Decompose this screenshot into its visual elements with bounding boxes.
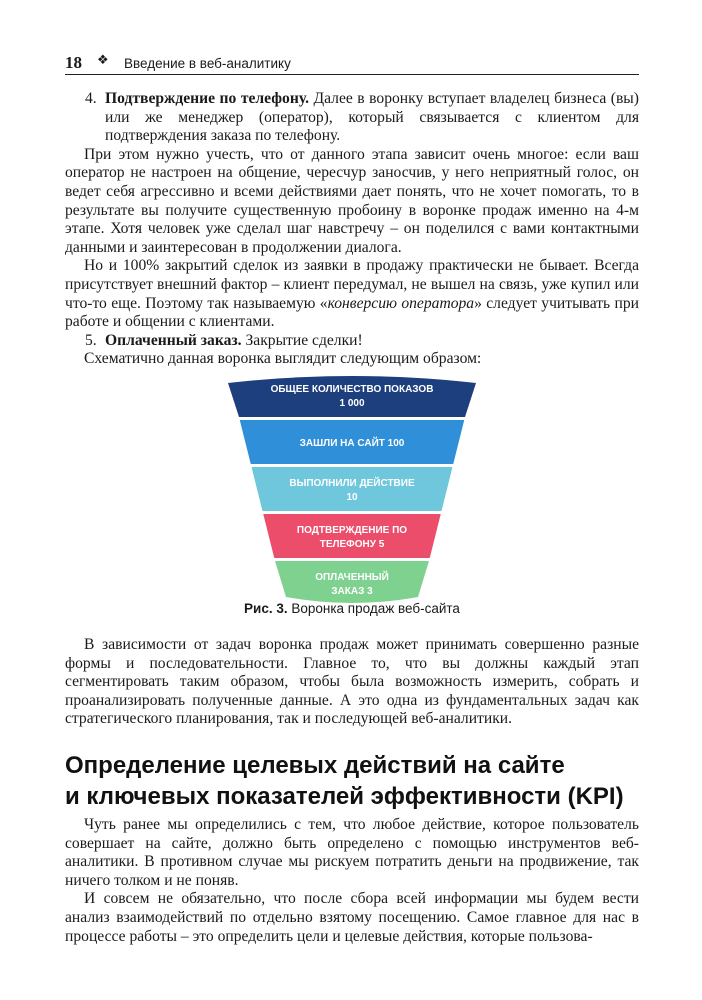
list-item-term: Оплаченный заказ.: [105, 331, 242, 349]
page-number: 18: [65, 53, 82, 72]
caption-label: Рис. 3.: [244, 601, 288, 616]
running-header: [65, 50, 639, 75]
text-block-middle: [65, 636, 639, 729]
heading-line-1: Определение целевых действий на сайте: [65, 752, 565, 779]
funnel-stage-2-label: ЗАШЛИ НА САЙТ 100: [299, 438, 405, 449]
paragraph-operator: При этом нужно учесть, что от данного этапа зависит очень многое: если ваш оператор не настроен на общение, чересчур заносчив, у него неприятный голос, он ведет себя агрессивно и всеми действиями дает понять, что не хочет помогать, то в результате вы получите существенную пробоину в воронке продаж именно на 4-м этапе. Хотя человек уже сделал шаг навстречу – он поделился с вами контактными данными и заинтересован в продолжении диалога.: [65, 145, 639, 256]
paragraph-goals: И совсем не обязательно, что после сбора всей информации мы будем вести анализ взаимодействий по отдельно взятому посещению. Самое главное для нас в процессе работы – это определить цели и целевые действия, которые пользова-: [65, 890, 639, 945]
running-title: Введение в веб-аналитику: [124, 56, 291, 71]
italic-term: конверсию оператора: [327, 294, 475, 312]
text-block-bottom: [65, 816, 639, 946]
funnel-stage-1-label: 1 000: [339, 398, 365, 409]
funnel-stage-1-label: ОБЩЕЕ КОЛИЧЕСТВО ПОКАЗОВ: [270, 384, 434, 395]
funnel-stage-4: [263, 514, 441, 558]
caption-text: Воронка продаж веб-сайта: [287, 601, 460, 616]
header-ornament-icon: ❖: [97, 53, 109, 68]
paragraph-segmentation: В зависимости от задач воронка продаж может принимать совершенно разные формы и последовательности. Главное то, что вы должны каждый этап сегментировать таким образом, чтобы была возможность измерить, собрать и проанализировать полученные данные. А это одна из фундаментальных задач как стратегического планирования, так и последующей веб-аналитики.: [65, 636, 639, 728]
list-item-4: [65, 90, 639, 146]
funnel-stage-3-label: ВЫПОЛНИЛИ ДЕЙСТВИЕ: [289, 478, 415, 489]
paragraph-conversion: [65, 257, 639, 331]
funnel-stage-5-label: ЗАКАЗ 3: [331, 586, 373, 597]
sales-funnel-figure: [226, 373, 478, 609]
paragraph-text: Но и 100% закрытий сделок из заявки в продажу практически не бывает. Всегда присутствует внешний фактор – клиент передумал, не вышел на связь, уже купил или что-то еще. Поэтому так называемую «: [65, 257, 639, 312]
heading-line-2: и ключевых показателей эффективности (KPI): [65, 783, 624, 810]
figure-caption: [65, 601, 639, 616]
list-item-text: Далее в воронку вступает владелец бизнеса (вы) или же менеджер (оператор), который связывается с клиентом для подтверждения заказа по телефону.: [105, 90, 639, 145]
list-number: 4.: [85, 90, 97, 107]
section-heading: [65, 750, 639, 812]
funnel-stage-3: [252, 467, 453, 511]
list-number: 5.: [85, 331, 97, 349]
paragraph-schema-intro: Схематично данная воронка выглядит следующим образом:: [84, 350, 482, 368]
text-block-top: [65, 90, 639, 369]
funnel-stage-3-label: 10: [346, 492, 358, 503]
book-page: [65, 50, 639, 945]
funnel-stage-1: [228, 376, 476, 417]
funnel-stage-5-label: ОПЛАЧЕННЫЙ: [315, 572, 389, 583]
funnel-stage-4-label: ПОДТВЕРЖДЕНИЕ ПО: [296, 525, 408, 536]
funnel-diagram: [226, 373, 478, 609]
funnel-stage-4-label: ТЕЛЕФОНУ 5: [319, 539, 385, 550]
list-item-5: [65, 332, 639, 351]
paragraph-web-analytics: Чуть ранее мы определились с тем, что любое действие, которое пользователь совершает на сайте, должно быть определено с помощью инструментов веб-аналитики. В противном случае мы рискуем потратить деньги на продвижение, так ничего толком и не поняв.: [65, 816, 639, 889]
list-item-term: Подтверждение по телефону.: [105, 90, 309, 107]
paragraph-text: » следует учитывать при работе и общении с клиентами.: [65, 294, 639, 331]
list-item-text: Закрытие сделки!: [241, 331, 363, 349]
